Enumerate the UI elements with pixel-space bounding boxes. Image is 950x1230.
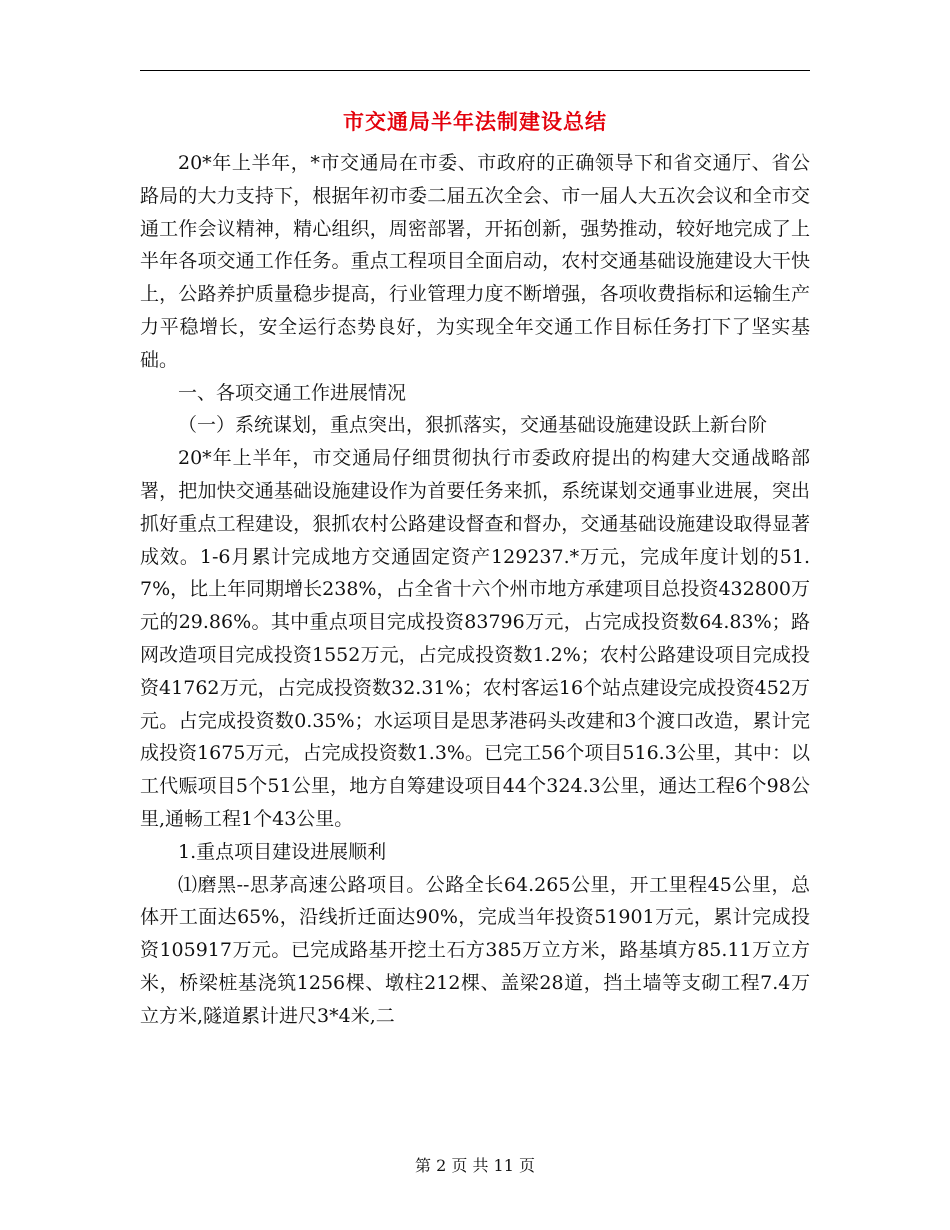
header-rule [140, 70, 810, 71]
document-body [140, 147, 810, 1033]
item-heading: 1.重点项目建设进展顺利 [178, 840, 387, 863]
section-heading: 一、各项交通工作进展情况 [178, 381, 407, 404]
subsection-heading: （一）系统谋划，重点突出，狠抓落实，交通基础设施建设跃上新台阶 [178, 414, 768, 437]
page-number: 第 2 页 共 11 页 [415, 1156, 535, 1175]
body-paragraph: 20*年上半年，市交通局仔细贯彻执行市委政府提出的构建大交通战略部署，把加快交通基础设施建设作为首要任务来抓，系统谋划交通事业进展，突出抓好重点工程建设，狠抓农村公路建设督查和督办，交通基础设施建设取得显著成效。1-6月累计完成地方交通固定资产129237.*万元，完成年度计划的51.7%，比上年同期增长238%，占全省十六个州市地方承建项目总投资432800万元的29.86%。其中重点项目完成投资83796万元，占完成投资数64.83%；路网改造项目完成投资1552万元，占完成投资数1.2%；农村公路建设项目完成投资41762万元，占完成投资数32.31%；农村客运16个站点建设完成投资452万元。占完成投资数0.35%；水运项目是思茅港码头改建和3个渡口改造，累计完成投资1675万元，占完成投资数1.3%。已完工56个项目516.3公里，其中：以工代赈项目5个51公里，地方自筹建设项目44个324.3公里，通达工程6个98公里,通畅工程1个43公里。 [140, 447, 810, 830]
document-title: 市交通局半年法制建设总结 [343, 109, 607, 134]
body-paragraph: ⑴磨黑--思茅高速公路项目。公路全长64.265公里，开工里程45公里，总体开工面达65%，沿线折迁面达90%，完成当年投资51901万元，累计完成投资105917万元。已完成路基开挖土石方385万立方米，路基填方85.11万立方米，桥梁桩基浇筑1256棵、墩柱212棵、盖梁28道，挡土墙等支砌工程7.4万立方米,隧道累计进尺3*4米,二 [140, 873, 810, 1027]
intro-paragraph: 20*年上半年，*市交通局在市委、市政府的正确领导下和省交通厅、省公路局的大力支持下，根据年初市委二届五次全会、市一届人大五次会议和全市交通工作会议精神，精心组织，周密部署，开拓创新，强势推动，较好地完成了上半年各项交通工作任务。重点工程项目全面启动，农村交通基础设施建设大干快上，公路养护质量稳步提高，行业管理力度不断增强，各项收费指标和运输生产力平稳增长，安全运行态势良好，为实现全年交通工作目标任务打下了坚实基础。 [140, 152, 810, 371]
